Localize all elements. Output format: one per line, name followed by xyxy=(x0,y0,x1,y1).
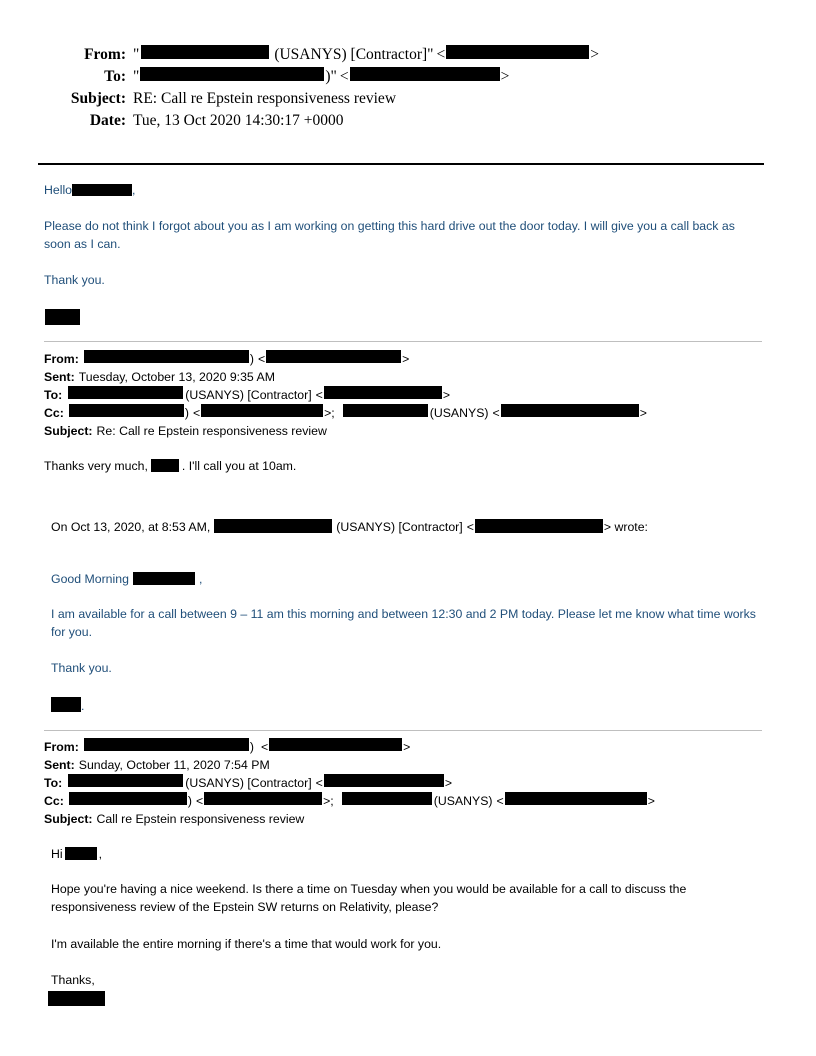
quoted3-greeting-end: , xyxy=(98,847,103,861)
to-angle-close: > xyxy=(500,68,510,85)
redaction-bar xyxy=(201,404,323,417)
message1-greeting: Hello xyxy=(44,183,73,197)
message1-thanks: Thank you. xyxy=(44,273,105,287)
quoted1-subject-label: Subject: xyxy=(44,424,93,438)
quoted1-body-post: . I'll call you at 10am. xyxy=(181,459,297,473)
date-label: Date: xyxy=(89,112,126,129)
quoted1-sent-row xyxy=(44,368,275,386)
quoted3-greeting: Hi xyxy=(51,847,63,861)
redaction-bar xyxy=(140,67,324,81)
quoted3-greeting-line xyxy=(51,846,102,864)
redaction-bar xyxy=(48,991,105,1006)
from-middle-text: (USANYS) [Contractor]" xyxy=(274,46,434,63)
quoted1-on-mid: (USANYS) [Contractor] xyxy=(336,520,463,534)
quoted1-on-pre: On Oct 13, 2020, at 8:53 AM, xyxy=(51,520,211,534)
redaction-bar xyxy=(51,697,81,712)
from-angle-close: > xyxy=(590,46,599,63)
quoted1-subject-row xyxy=(44,422,327,440)
redaction-bar xyxy=(342,792,432,805)
quoted2-greeting-end: , xyxy=(198,572,203,586)
quoted3-cc-mid1: ) xyxy=(187,794,192,808)
quoted3-cc-label: Cc: xyxy=(44,794,64,808)
to-middle-text: )" xyxy=(325,68,337,85)
redaction-bar xyxy=(151,459,179,472)
to-value xyxy=(133,66,768,88)
quoted1-cc-label: Cc: xyxy=(44,406,64,420)
quoted1-on-line xyxy=(51,519,648,537)
quoted1-subject-value: Re: Call re Epstein responsiveness review xyxy=(96,424,327,438)
quoted3-cc-row xyxy=(44,792,655,810)
quoted3-subject-row xyxy=(44,810,304,828)
quoted2-sign-end: . xyxy=(81,699,85,713)
quoted3-body2: I'm available the entire morning if there's a time that would work for you. xyxy=(51,937,442,951)
quoted1-body-pre: Thanks very much, xyxy=(44,459,148,473)
quoted3-from-row xyxy=(44,738,410,756)
quoted1-to-row xyxy=(44,386,450,404)
redaction-bar xyxy=(324,774,444,787)
redaction-bar xyxy=(269,738,402,751)
to-quote-open: " xyxy=(133,68,140,85)
header-divider xyxy=(38,163,764,165)
quoted3-from-label: From: xyxy=(44,740,79,754)
redaction-bar xyxy=(69,404,184,417)
redaction-bar xyxy=(68,774,183,787)
redaction-bar xyxy=(133,572,195,585)
quoted1-cc-angle-open2: < xyxy=(492,406,500,420)
redaction-bar xyxy=(266,350,401,363)
quoted3-sent-row xyxy=(44,756,270,774)
header-row-from xyxy=(38,44,768,66)
quoted3-to-label: To: xyxy=(44,776,63,790)
quoted1-from-label: From: xyxy=(44,352,79,366)
quoted3-cc-mid2: (USANYS) xyxy=(433,794,493,808)
subject-value: RE: Call re Epstein responsiveness review xyxy=(133,90,397,107)
redaction-bar xyxy=(69,792,187,805)
quoted1-sent-label: Sent: xyxy=(44,370,75,384)
quoted3-to-row xyxy=(44,774,452,792)
quoted1-from-row xyxy=(44,350,409,368)
message1-greeting-end: , xyxy=(132,183,136,197)
quoted2-body: I am available for a call between 9 – 11 am this morning and between 12:30 and 2 PM today. Please let me know what time works for you. xyxy=(51,607,756,639)
quoted1-to-angle-open: < xyxy=(315,388,323,402)
quoted3-cc-semicolon: >; xyxy=(323,794,334,808)
quoted1-to-mid: (USANYS) [Contractor] xyxy=(185,388,312,402)
quoted3-sent-label: Sent: xyxy=(44,758,75,772)
quoted2-greeting: Good Morning xyxy=(51,572,129,586)
from-label: From: xyxy=(84,46,126,63)
quoted2-thanks: Thank you. xyxy=(51,661,112,675)
redaction-bar xyxy=(72,184,132,196)
quoted3-to-mid: (USANYS) [Contractor] xyxy=(185,776,312,790)
message1-greeting-line xyxy=(44,182,744,200)
quoted2-signature-line xyxy=(51,697,84,716)
redaction-bar xyxy=(84,350,249,363)
quoted3-to-angle-open: < xyxy=(315,776,323,790)
quoted3-cc-angle-open2: < xyxy=(496,794,504,808)
quoted3-thanks: Thanks, xyxy=(51,973,95,987)
quoted1-to-angle-close: > xyxy=(442,388,451,402)
redaction-bar xyxy=(350,67,500,81)
quoted1-cc-angle-close: > xyxy=(639,406,647,420)
redaction-bar xyxy=(68,386,183,399)
email-header xyxy=(38,44,768,132)
quoted1-cc-semicolon: >; xyxy=(324,406,335,420)
redaction-bar xyxy=(45,309,80,325)
to-label: To: xyxy=(104,68,126,85)
redaction-bar xyxy=(505,792,647,805)
redaction-bar xyxy=(204,792,322,805)
quoted1-on-angle: < xyxy=(466,520,474,534)
to-angle-open: < xyxy=(339,68,349,85)
quoted3-sent-value: Sunday, October 11, 2020 7:54 PM xyxy=(78,758,270,772)
quoted3-divider xyxy=(44,730,762,731)
quoted1-sent-value: Tuesday, October 13, 2020 9:35 AM xyxy=(78,370,275,384)
redaction-bar xyxy=(501,404,639,417)
quoted1-cc-row xyxy=(44,404,647,422)
quoted1-from-angle-open: < xyxy=(257,352,266,366)
quoted1-cc-angle-open: < xyxy=(192,406,201,420)
from-quote-open: " xyxy=(133,46,140,63)
quoted3-cc-angle-open: < xyxy=(195,794,204,808)
quoted3-from-angle-close: > xyxy=(403,740,411,754)
from-angle-open: < xyxy=(436,46,446,63)
quoted3-from-angle-open: < xyxy=(260,740,269,754)
redaction-bar xyxy=(65,847,97,860)
quoted3-cc-angle-close: > xyxy=(647,794,655,808)
quoted1-on-post: > wrote: xyxy=(603,520,648,534)
redaction-bar xyxy=(214,519,332,533)
message1-body: Please do not think I forgot about you as I am working on getting this hard drive out the door today. I will give you a call back as soon as I can. xyxy=(44,219,735,251)
quoted1-from-mid: ) xyxy=(249,352,254,366)
quoted1-from-angle-close: > xyxy=(402,352,410,366)
redaction-bar xyxy=(324,386,442,399)
quoted3-subject-value: Call re Epstein responsiveness review xyxy=(96,812,305,826)
quoted1-to-label: To: xyxy=(44,388,63,402)
header-row-date xyxy=(38,110,768,132)
redaction-bar xyxy=(446,45,589,59)
quoted3-body1: Hope you're having a nice weekend. Is there a time on Tuesday when you would be available for a call to discuss the responsiveness review of the Epstein SW returns on Relativity, please? xyxy=(51,882,687,914)
redaction-bar xyxy=(475,519,603,533)
quoted3-from-mid: ) xyxy=(249,740,254,754)
header-row-to xyxy=(38,66,768,88)
quoted3-subject-label: Subject: xyxy=(44,812,93,826)
quoted1-body-line xyxy=(44,458,296,476)
quoted1-cc-mid1: ) xyxy=(184,406,189,420)
quoted2-greeting-line xyxy=(51,571,202,589)
from-value xyxy=(133,44,768,66)
date-value: Tue, 13 Oct 2020 14:30:17 +0000 xyxy=(133,112,344,129)
quoted1-divider xyxy=(44,341,762,342)
redaction-bar xyxy=(141,45,269,59)
quoted3-to-angle-close: > xyxy=(444,776,453,790)
redaction-bar xyxy=(84,738,249,751)
header-row-subject xyxy=(38,88,768,110)
subject-label: Subject: xyxy=(70,90,126,107)
quoted1-cc-mid2: (USANYS) xyxy=(429,406,489,420)
redaction-bar xyxy=(343,404,428,417)
